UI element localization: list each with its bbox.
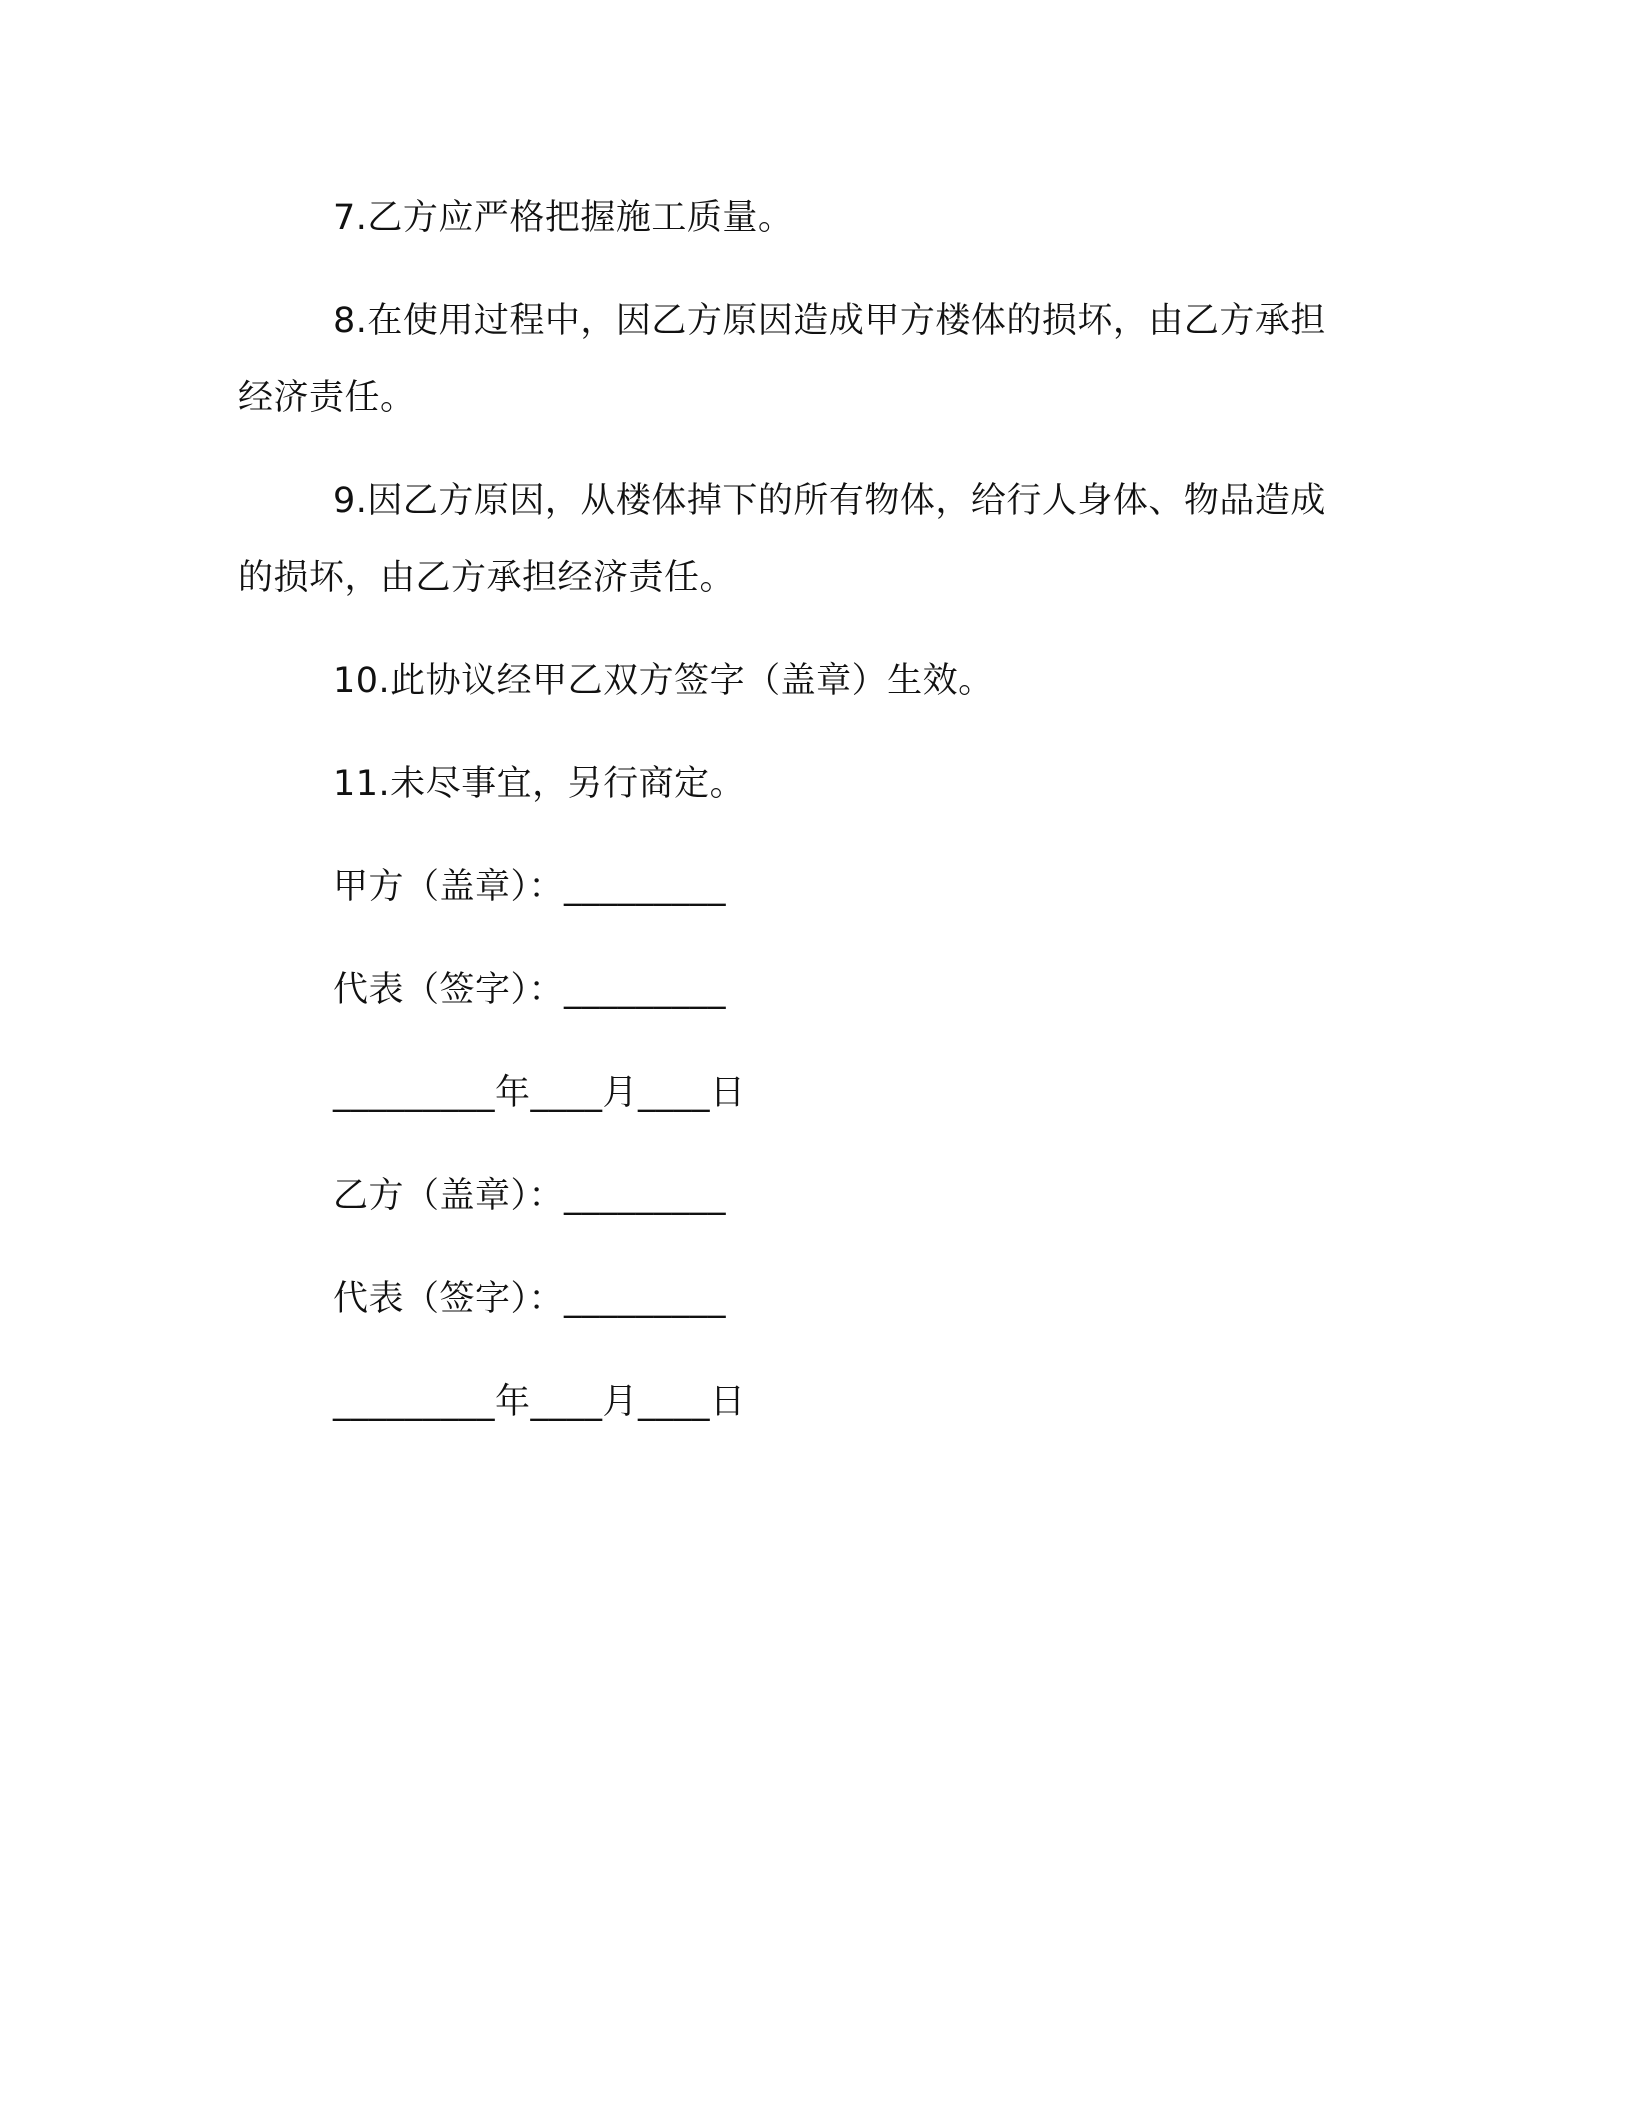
party-a-representative-line: 代表（签字）：_________ (333, 970, 727, 1010)
party-b-representative-line: 代表（签字）：_________ (333, 1279, 727, 1319)
clause-11: 11.未尽事宜，另行商定。 (333, 764, 746, 804)
party-b-date-line: _________年____月____日 (333, 1382, 746, 1422)
clause-7: 7.乙方应严格把握施工质量。 (333, 198, 794, 238)
party-a-date-line: _________年____月____日 (333, 1073, 746, 1113)
clause-8-line-2: 经济责任。 (238, 378, 416, 418)
clause-9-line-1: 9.因乙方原因，从楼体掉下的所有物体，给行人身体、物品造成 (333, 481, 1326, 521)
clause-9-line-2: 的损坏，由乙方承担经济责任。 (238, 558, 736, 598)
party-a-seal-line: 甲方（盖章）：_________ (333, 867, 727, 907)
party-b-seal-line: 乙方（盖章）：_________ (333, 1176, 727, 1216)
clause-8-line-1: 8.在使用过程中，因乙方原因造成甲方楼体的损坏，由乙方承担 (333, 301, 1326, 341)
clause-10: 10.此协议经甲乙双方签字（盖章）生效。 (333, 661, 994, 701)
